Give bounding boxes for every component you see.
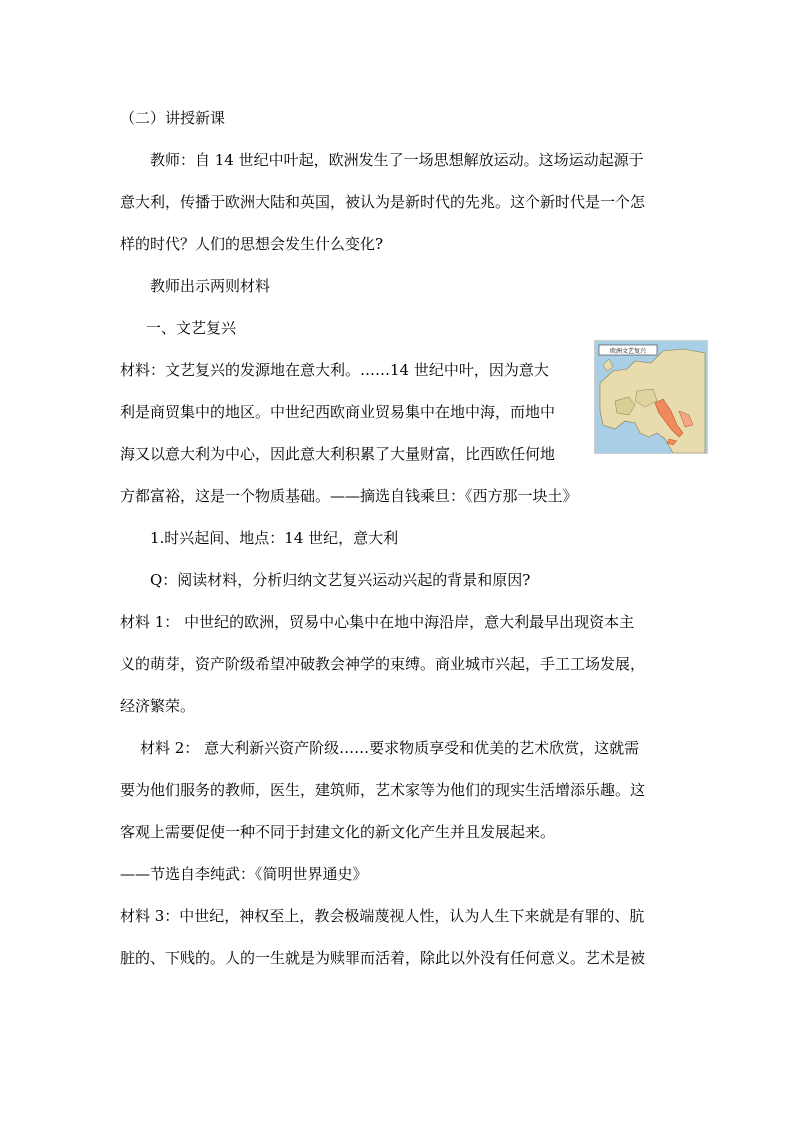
paragraph-line: 教师：自 14 世纪中叶起，欧洲发生了一场思想解放运动。这场运动起源于	[150, 151, 644, 169]
material-line: 材料 1： 中世纪的欧洲，贸易中心集中在地中海沿岸，意大利最早出现资本主	[120, 613, 635, 631]
map-title: 欧洲文艺复兴	[609, 348, 647, 355]
material-line: 材料 3：中世纪，神权至上，教会极端蔑视人性，认为人生下来就是有罪的、肮	[120, 907, 645, 925]
europe-renaissance-map	[594, 340, 708, 454]
paragraph-line: 1.时兴起间、地点：14 世纪，意大利	[150, 529, 399, 547]
material-line: 材料 2： 意大利新兴资产阶级……要求物质享受和优美的艺术欣赏，这就需	[140, 739, 640, 757]
material-line: 方都富裕，这是一个物质基础。——摘选自钱乘旦：《西方那一块土》	[120, 487, 578, 505]
material-line: 海又以意大利为中心，因此意大利积累了大量财富，比西欧任何地	[120, 445, 556, 463]
material-line: 义的萌芽，资产阶级希望冲破教会神学的束缚。商业城市兴起，手工工场发展，	[120, 655, 646, 673]
material-line: 脏的、下贱的。人的一生就是为赎罪而活着，除此以外没有任何意义。艺术是被	[120, 949, 646, 967]
material-line: 客观上需要促使一种不同于封建文化的新文化产生并且发展起来。	[120, 823, 556, 841]
paragraph-line: 意大利，传播于欧洲大陆和英国，被认为是新时代的先兆。这个新时代是一个怎	[120, 193, 646, 211]
material-line: 利是商贸集中的地区。中世纪西欧商业贸易集中在地中海，而地中	[120, 403, 556, 421]
material-line: 要为他们服务的教师，医生，建筑师，艺术家等为他们的现实生活增添乐趣。这	[120, 781, 646, 799]
material-line: 材料：文艺复兴的发源地在意大利。……14 世纪中叶，因为意大	[120, 361, 549, 379]
citation-line: ——节选自李纯武：《简明世界通史》	[120, 865, 368, 883]
question-line: Q：阅读材料，分析归纳文艺复兴运动兴起的背景和原因?	[150, 571, 531, 589]
map-graphic	[595, 341, 707, 453]
material-line: 经济繁荣。	[120, 697, 196, 715]
paragraph-line: 教师出示两则材料	[150, 277, 271, 295]
paragraph-line: 样的时代？人们的思想会发生什么变化?	[120, 235, 384, 253]
subheading: 一、文艺复兴	[146, 319, 237, 337]
section-heading: （二）讲授新课	[120, 109, 226, 127]
